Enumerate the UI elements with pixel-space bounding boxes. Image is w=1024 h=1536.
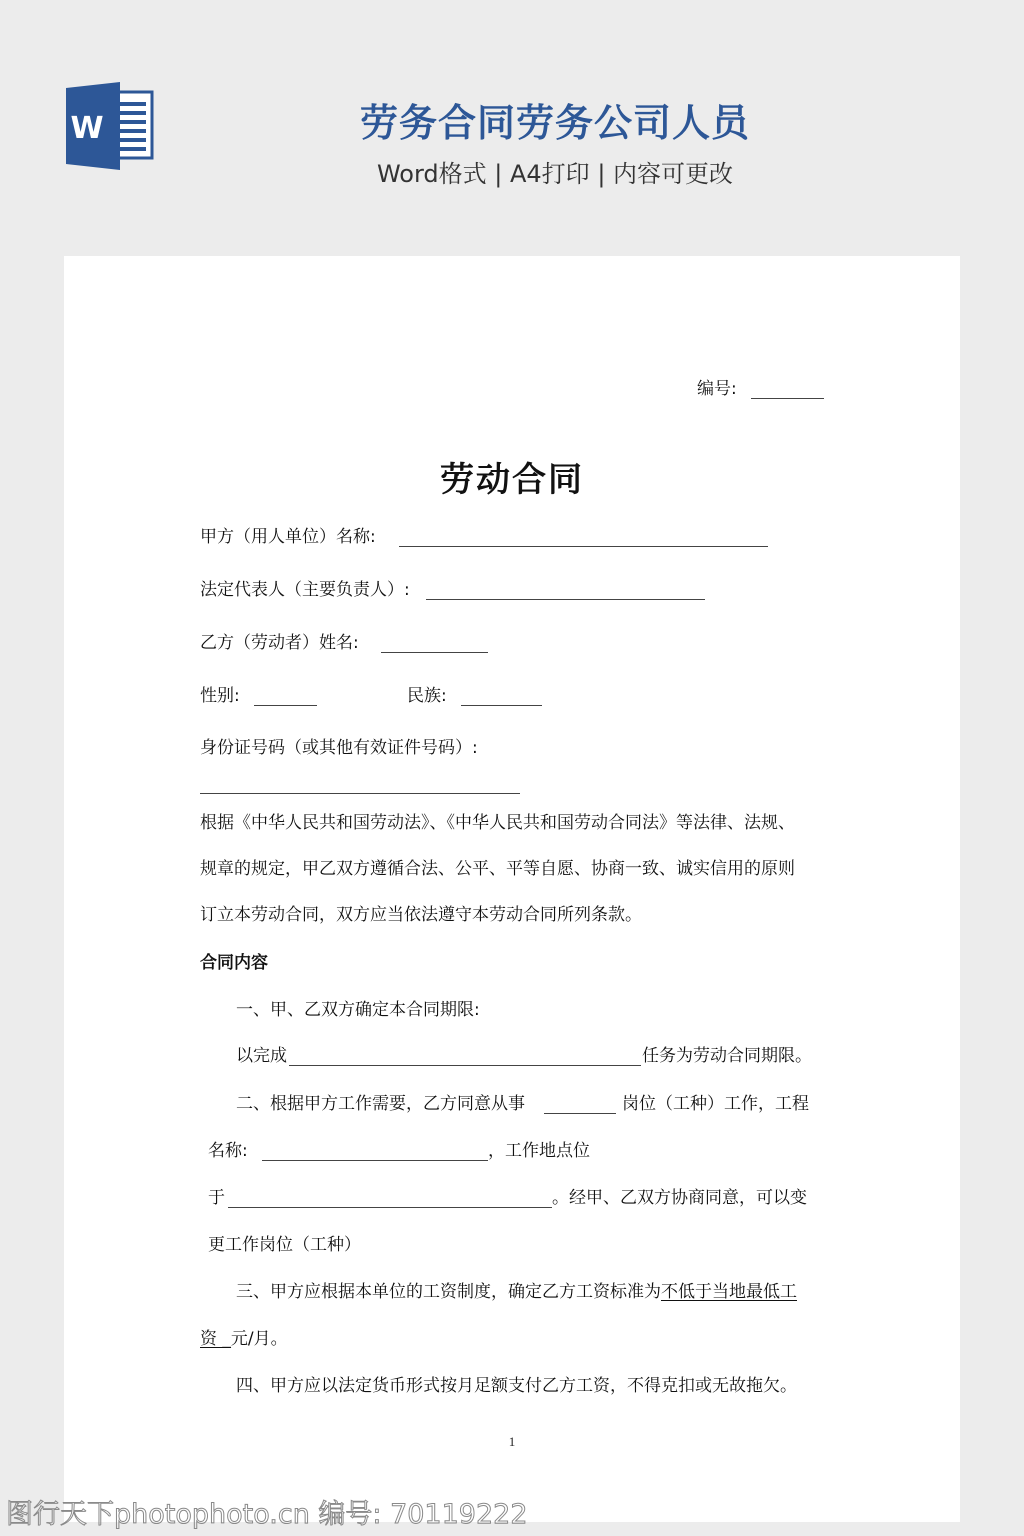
serial-label: 编号: (697, 379, 737, 399)
clause3-line (236, 1284, 797, 1301)
clause3-line (200, 1331, 288, 1348)
ethnicity-label: 民族: (407, 686, 447, 706)
party-a-name-field[interactable] (399, 546, 768, 547)
clause2-line: 更工作岗位（工种） (208, 1235, 361, 1255)
party-b-name-field[interactable] (381, 652, 488, 653)
clause2-project-label: 名称: (208, 1141, 248, 1161)
clause2-change-text: 。经甲、乙双方协商同意，可以变 (552, 1188, 807, 1208)
clause3-underlined: 不低于当地最低工 (661, 1282, 797, 1302)
preamble-line: 规章的规定，甲乙双方遵循合法、公平、平等自愿、协商一致、诚实信用的原则 (200, 859, 795, 879)
gender-label: 性别: (200, 686, 240, 706)
watermark: 图行天下photophoto.cn 编号: 70119222 (6, 1499, 528, 1530)
clause3-suffix: 元/月。 (230, 1329, 288, 1349)
id-number-label: 身份证号码（或其他有效证件号码）: (200, 738, 478, 758)
word-document-icon (64, 80, 156, 172)
header-subtitle: Word格式 | A4打印 | 内容可更改 (376, 160, 734, 188)
position-field[interactable] (544, 1113, 616, 1114)
id-number-field[interactable] (200, 793, 520, 794)
word-icon-letter: W (70, 111, 104, 146)
gender-field[interactable] (254, 705, 317, 706)
clause1-line: 一、甲、乙双方确定本合同期限: (236, 1000, 480, 1020)
clause2-at-label: 于 (208, 1188, 225, 1208)
clause4-line: 四、甲方应以法定货币形式按月足额支付乙方工资，不得克扣或无故拖欠。 (236, 1376, 797, 1396)
page-number: 1 (508, 1434, 516, 1449)
party-b-label: 乙方（劳动者）姓名: (200, 633, 359, 653)
task-field[interactable] (289, 1065, 641, 1066)
header-title: 劳务合同劳务公司人员 (359, 101, 750, 145)
document-page (64, 256, 960, 1522)
clause2-location-label: ，工作地点位 (488, 1141, 590, 1161)
preamble-line: 订立本劳动合同，双方应当依法遵守本劳动合同所列条款。 (200, 905, 642, 925)
ethnicity-field[interactable] (461, 705, 542, 706)
clause2-suffix: 岗位（工种）工作，工程 (622, 1094, 809, 1114)
legal-rep-label: 法定代表人（主要负责人）: (200, 580, 410, 600)
preamble-line: 根据《中华人民共和国劳动法》、《中华人民共和国劳动合同法》等法律、法规、 (200, 813, 795, 833)
serial-number-row (697, 381, 737, 398)
legal-rep-field[interactable] (426, 599, 705, 600)
project-name-field[interactable] (262, 1160, 488, 1161)
serial-number-field[interactable] (751, 398, 824, 399)
party-a-label: 甲方（用人单位）名称: (200, 527, 376, 547)
document-title: 劳动合同 (440, 460, 584, 500)
salary-field[interactable]: 资 _ (200, 1329, 231, 1349)
clause1-suffix: 任务为劳动合同期限。 (642, 1046, 812, 1066)
clause2-prefix: 二、根据甲方工作需要，乙方同意从事 (236, 1094, 525, 1114)
section-heading: 合同内容 (200, 953, 268, 973)
work-location-field[interactable] (228, 1207, 552, 1208)
clause3-prefix: 三、甲方应根据本单位的工资制度，确定乙方工资标准为 (236, 1282, 661, 1302)
clause1-prefix: 以完成 (236, 1046, 287, 1066)
